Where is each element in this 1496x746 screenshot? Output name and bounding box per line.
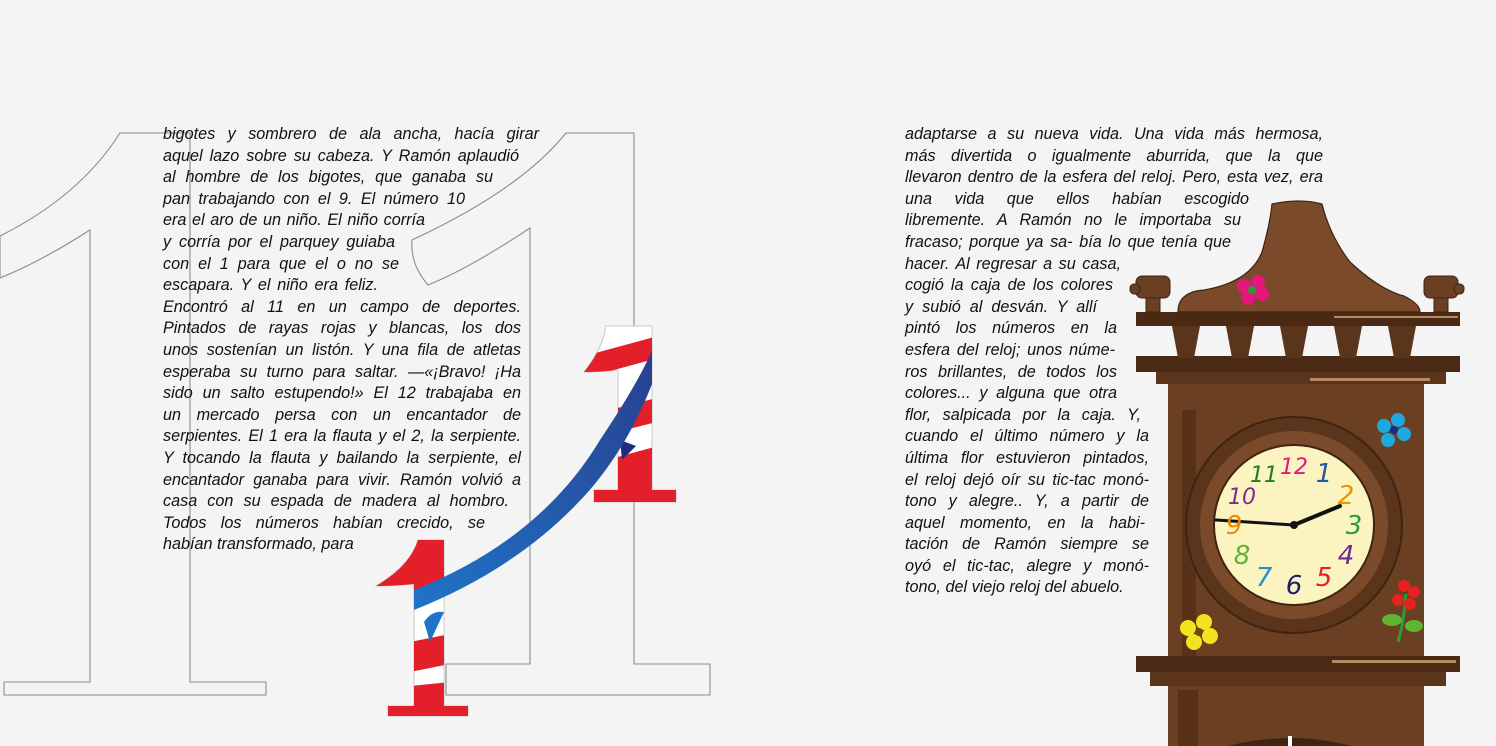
text-line: oyó el tic-tac, alegre y monó- <box>905 556 1149 575</box>
clock-numeral: 11 <box>1250 463 1278 488</box>
text-line: esperaba su turno para saltar. —«¡Bravo! ¡Ha <box>163 362 521 381</box>
text-line: y corría por el parquey guiaba <box>163 232 395 251</box>
text-line: fracaso; porque ya sa- bía lo que tenía que <box>905 232 1231 251</box>
clock-numeral: 10 <box>1228 485 1256 510</box>
text-line: aquel lazo sobre su cabeza. Y Ramón aplaudió <box>163 146 519 165</box>
clock-numeral: 5 <box>1315 563 1333 593</box>
left-page-text <box>163 124 539 556</box>
text-line: colores... y alguna que otra <box>905 384 1117 403</box>
text-line: un mercado persa con un encantador de <box>163 405 521 424</box>
clock-numeral: 9 <box>1225 511 1243 541</box>
clock-numeral: 12 <box>1280 455 1308 480</box>
text-line: con el 1 para que el o no se <box>163 254 399 273</box>
clock-numeral: 7 <box>1255 563 1273 593</box>
text-line: unos sostenían un listón. Y una fila de atletas <box>163 340 521 359</box>
text-line: libremente. A Ramón no le importaba su <box>905 211 1241 230</box>
clock-numeral: 4 <box>1337 541 1355 571</box>
text-line: más divertida o igualmente aburrida, que la que <box>905 146 1323 165</box>
text-line: cogió la caja de los colores <box>905 276 1113 295</box>
text-line: encantador ganaba para vivir. Ramón volvió a <box>163 470 521 489</box>
text-line: Y tocando la flauta y bailando la serpiente, el <box>163 448 521 467</box>
text-line: cuando el último número y la <box>905 427 1149 446</box>
text-line: el reloj dejó oír su tic-tac monó- <box>905 470 1149 489</box>
text-line: adaptarse a su nueva vida. Una vida más hermosa, <box>905 125 1323 143</box>
text-line: última flor estuvieron pintados, <box>905 448 1149 467</box>
text-line: y subió al desván. Y allí <box>905 297 1097 316</box>
text-line: pan trabajando con el 9. El número 10 <box>163 189 465 208</box>
text-line: esfera del reloj; unos núme- <box>905 340 1115 359</box>
text-line: una vida que ellos habían escogido <box>905 189 1249 208</box>
text-line: aquel momento, en la habi- <box>905 513 1145 532</box>
text-line: bigotes y sombrero de ala ancha, hacía girar <box>163 125 539 143</box>
clock-numeral: 3 <box>1345 511 1363 541</box>
text-line: serpientes. El 1 era la flauta y el 2, la serpiente. <box>163 427 521 446</box>
text-line: ros brillantes, de todos los <box>905 362 1117 381</box>
clock-numeral: 6 <box>1285 571 1303 601</box>
text-line: habían transformado, para <box>163 535 354 554</box>
text-line: Encontró al 11 en un campo de deportes. <box>163 297 521 316</box>
clock-numeral: 8 <box>1233 541 1251 571</box>
text-line: Pintados de rayas rojas y blancas, los dos <box>163 319 521 338</box>
text-line: tación de Ramón siempre se <box>905 535 1149 554</box>
text-line: pintó los números en la <box>905 319 1117 338</box>
text-line: hacer. Al regresar a su casa, <box>905 254 1121 273</box>
text-line: tono, del viejo reloj del abuelo. <box>905 578 1124 597</box>
clock-numeral: 1 <box>1315 459 1333 489</box>
text-line: Todos los números habían crecido, se <box>163 513 485 532</box>
text-line: escapara. Y el niño era feliz. <box>163 276 378 295</box>
striped-one-left <box>370 540 470 720</box>
text-line: era el aro de un niño. El niño corría <box>163 211 425 230</box>
text-line: casa con su espada de madera al hombro. <box>163 492 509 511</box>
text-line: llevaron dentro de la esfera del reloj. Pero, esta vez, era <box>905 168 1323 187</box>
right-page-text <box>905 124 1323 599</box>
text-line: al hombre de los bigotes, que ganaba su <box>163 168 493 187</box>
text-line: tono y alegre.. Y, a partir de <box>905 492 1149 511</box>
text-line: flor, salpicada por la caja. Y, <box>905 405 1141 424</box>
clock-numeral: 2 <box>1337 481 1355 511</box>
text-line: sido un salto estupendo!» El 12 trabajaba en <box>163 384 521 403</box>
